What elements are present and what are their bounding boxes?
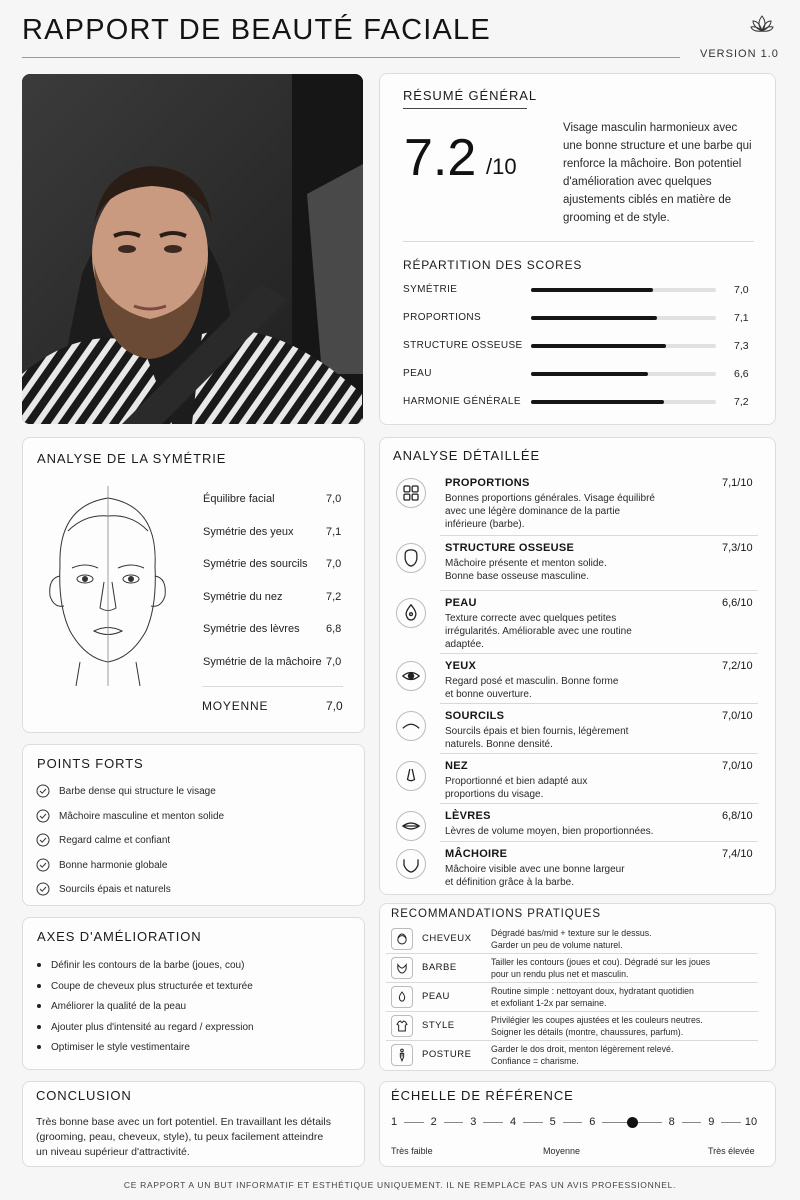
strength-item: Mâchoire masculine et menton solide <box>59 810 225 822</box>
recommendation-label: BARBE <box>422 962 457 973</box>
detail-item-text: irrégularités. Améliorable avec une routine <box>445 626 632 637</box>
score-bar-fill <box>531 372 648 376</box>
skin-icon <box>391 986 413 1008</box>
lips-icon <box>396 811 426 841</box>
recommendation-text: Confiance = charisme. <box>491 1056 579 1066</box>
detail-item-text: Bonnes proportions générales. Visage équilibré <box>445 493 655 504</box>
detail-item-text: adaptée. <box>445 639 484 650</box>
recommendation-text: Dégradé bas/mid + texture sur le dessus. <box>491 928 652 938</box>
symmetry-average-label: MOYENNE <box>202 699 269 713</box>
detail-item-title: YEUX <box>445 660 477 672</box>
score-value: 7,0 <box>734 284 749 296</box>
recommendation-text: Soigner les détails (montre, chaussures, parfum). <box>491 1027 684 1037</box>
recommendation-text: Garder un peu de volume naturel. <box>491 940 623 950</box>
check-icon <box>36 858 50 872</box>
detail-item-text: Mâchoire présente et menton solide. <box>445 558 607 569</box>
hair-icon <box>391 928 413 950</box>
detail-item-text: Mâchoire visible avec une bonne largeur <box>445 864 625 875</box>
improvement-item: Ajouter plus d'intensité au regard / expression <box>51 1021 254 1033</box>
score-bar-fill <box>531 288 653 292</box>
detail-item-title: SOURCILS <box>445 710 505 722</box>
scale-connector <box>719 1122 743 1123</box>
detail-item-score: 6,6/10 <box>722 597 753 609</box>
summary-title-underline <box>403 108 527 109</box>
improvement-item: Définir les contours de la barbe (joues, cou) <box>51 960 245 971</box>
skin-drop-icon <box>396 598 426 628</box>
detail-item-text: avec une légère dominance de la partie <box>445 506 621 517</box>
detail-divider <box>440 590 758 591</box>
symmetry-row-label: Symétrie du nez <box>203 590 283 603</box>
detail-item-title: LÈVRES <box>445 810 491 822</box>
shirt-icon <box>391 1015 413 1037</box>
scale-connector <box>561 1122 585 1123</box>
jaw-icon <box>396 849 426 879</box>
scale-number: 8 <box>662 1116 682 1128</box>
summary-divider <box>403 241 754 242</box>
check-icon <box>36 809 50 823</box>
symmetry-row-value: 7,0 <box>326 655 342 668</box>
nose-icon <box>396 761 426 791</box>
detail-divider <box>440 535 758 536</box>
improvement-item: Coupe de cheveux plus structurée et texturée <box>51 980 253 992</box>
recommendation-divider <box>386 1040 758 1041</box>
page-title: RAPPORT DE BEAUTÉ FACIALE <box>22 14 491 46</box>
scale-number: 4 <box>503 1116 523 1128</box>
breakdown-title: RÉPARTITION DES SCORES <box>403 258 583 272</box>
scale-number: 10 <box>741 1116 761 1128</box>
symmetry-row-value: 6,8 <box>326 623 342 635</box>
score-bar-fill <box>531 400 664 404</box>
score-value: 7,1 <box>734 312 749 324</box>
strengths-title: POINTS FORTS <box>37 756 144 771</box>
recommendation-text: Privilégier les coupes ajustées et les couleurs neutres. <box>491 1015 703 1025</box>
symmetry-row-label: Équilibre facial <box>203 493 275 505</box>
posture-icon <box>391 1044 413 1066</box>
overall-score-max: /10 <box>486 154 517 179</box>
recommendation-text: Tailler les contours (joues et cou). Dégradé sur les joues <box>491 957 711 967</box>
detail-item-title: MÂCHOIRE <box>445 848 508 860</box>
symmetry-row-value: 7,2 <box>326 590 342 603</box>
detail-divider <box>440 653 758 654</box>
scale-number: 1 <box>384 1116 404 1128</box>
scale-connector <box>402 1122 426 1123</box>
recommendation-text: et exfoliant 1-2x par semaine. <box>491 998 607 1008</box>
detail-item-text: proportions du visage. <box>445 789 544 800</box>
detail-item-title: PROPORTIONS <box>445 477 530 489</box>
score-value: 6,6 <box>734 368 749 380</box>
scale-high-label: Très élevée <box>708 1146 755 1156</box>
detail-item-text: Texture correcte avec quelques petites <box>445 613 617 624</box>
version-label: VERSION 1.0 <box>700 48 779 60</box>
conclusion-line-2: (grooming, peau, cheveux, style), tu peux facilement atteindre <box>36 1131 324 1143</box>
detail-item-text: Proportionné et bien adapté aux <box>445 776 588 787</box>
proportions-icon <box>396 478 426 508</box>
recommendation-divider <box>386 982 758 983</box>
summary-text: Visage masculin harmonieux avec une bonne structure et une barbe qui renforce la mâchoire. Bon potentiel d'amélioration avec quelques ajustements ciblés en matière de grooming et de style. <box>563 122 752 224</box>
detail-item-score: 7,4/10 <box>722 848 753 860</box>
recommendation-divider <box>386 1011 758 1012</box>
score-value: 7,3 <box>734 340 749 352</box>
symmetry-row-label: Symétrie des yeux <box>203 525 294 538</box>
recommendation-label: POSTURE <box>422 1049 472 1060</box>
symmetry-row-value: 7,0 <box>326 493 342 505</box>
recommendations-title: RECOMMANDATIONS PRATIQUES <box>391 908 601 920</box>
detail-item-text: et bonne ouverture. <box>445 689 532 700</box>
detail-item-score: 6,8/10 <box>722 810 753 822</box>
eye-icon <box>396 661 426 691</box>
check-icon <box>36 882 50 896</box>
detail-item-text: Sourcils épais et bien fournis, légèrement <box>445 726 629 737</box>
symmetry-divider <box>202 686 343 687</box>
jaw-structure-icon <box>396 543 426 573</box>
detail-item-text: Bonne base osseuse masculine. <box>445 571 589 582</box>
score-value: 7,2 <box>734 396 749 408</box>
recommendation-label: PEAU <box>422 991 450 1002</box>
conclusion-title: CONCLUSION <box>36 1088 132 1103</box>
detail-item-score: 7,3/10 <box>722 542 753 554</box>
recommendation-label: CHEVEUX <box>422 933 472 944</box>
score-label: STRUCTURE OSSEUSE <box>403 340 523 351</box>
scale-number: 5 <box>543 1116 563 1128</box>
detail-divider <box>440 703 758 704</box>
scale-connector <box>442 1122 466 1123</box>
conclusion-line-1: Très bonne base avec un fort potentiel. En travaillant les détails <box>36 1116 331 1128</box>
scale-marker <box>627 1117 638 1128</box>
strength-item: Regard calme et confiant <box>59 835 171 846</box>
strength-item: Bonne harmonie globale <box>59 859 168 871</box>
detail-divider <box>440 753 758 754</box>
score-label: PROPORTIONS <box>403 312 482 323</box>
symmetry-row-label: Symétrie des sourcils <box>203 558 308 570</box>
scale-number: 6 <box>582 1116 602 1128</box>
detail-divider <box>440 803 758 804</box>
overall-score: 7.2 <box>404 129 477 187</box>
symmetry-row-label: Symétrie des lèvres <box>203 623 300 635</box>
symmetry-row-value: 7,0 <box>326 558 342 570</box>
portrait-photo <box>22 74 363 424</box>
beard-icon <box>391 957 413 979</box>
recommendation-text: pour un rendu plus net et masculin. <box>491 969 629 979</box>
scale-connector <box>521 1122 545 1123</box>
strength-item: Sourcils épais et naturels <box>59 884 171 895</box>
detail-item-title: PEAU <box>445 597 477 609</box>
scale-connector <box>680 1122 704 1123</box>
detail-item-score: 7,1/10 <box>722 477 753 489</box>
score-label: SYMÉTRIE <box>403 284 458 295</box>
scale-mid-label: Moyenne <box>543 1146 581 1156</box>
symmetry-title: ANALYSE DE LA SYMÉTRIE <box>37 451 227 466</box>
strength-item: Barbe dense qui structure le visage <box>59 786 216 797</box>
detailed-title: ANALYSE DÉTAILLÉE <box>393 448 541 463</box>
detail-item-text: naturels. Bonne densité. <box>445 739 553 750</box>
score-bar-fill <box>531 344 666 348</box>
summary-title: RÉSUMÉ GÉNÉRAL <box>403 88 537 103</box>
face-outline-illustration <box>40 486 175 686</box>
header-divider <box>22 57 680 58</box>
scale-title: ÉCHELLE DE RÉFÉRENCE <box>391 1088 574 1103</box>
recommendation-divider <box>386 953 758 954</box>
recommendation-text: Routine simple : nettoyant doux, hydratant quotidien <box>491 986 694 996</box>
detail-item-title: NEZ <box>445 760 468 772</box>
scale-number: 9 <box>701 1116 721 1128</box>
improvements-title: AXES D'AMÉLIORATION <box>37 929 202 944</box>
detail-item-score: 7,0/10 <box>722 760 753 772</box>
symmetry-row-label: Symétrie de la mâchoire <box>203 655 322 668</box>
check-icon <box>36 833 50 847</box>
scale-connector <box>481 1122 505 1123</box>
footer-disclaimer: CE RAPPORT A UN BUT INFORMATIF ET ESTHÉTIQUE UNIQUEMENT. IL NE REMPLACE PAS UN AVIS PROFESSIONNEL. <box>123 1180 677 1190</box>
scale-number: 2 <box>424 1116 444 1128</box>
detail-item-text: Lèvres de volume moyen, bien proportionnées. <box>445 826 654 837</box>
score-label: PEAU <box>403 368 432 379</box>
recommendation-label: STYLE <box>422 1020 455 1031</box>
symmetry-average-value: 7,0 <box>326 699 343 713</box>
check-icon <box>36 784 50 798</box>
scale-number: 3 <box>463 1116 483 1128</box>
improvement-item: Améliorer la qualité de la peau <box>51 1001 187 1013</box>
conclusion-line-3: un niveau supérieur d'attractivité. <box>36 1146 190 1158</box>
bullet-dot <box>37 963 41 967</box>
improvement-item: Optimiser le style vestimentaire <box>51 1042 190 1054</box>
eyebrow-icon <box>396 711 426 741</box>
symmetry-row-value: 7,1 <box>326 525 342 538</box>
recommendation-text: Garder le dos droit, menton légèrement relevé. <box>491 1044 674 1054</box>
score-label: HARMONIE GÉNÉRALE <box>403 396 521 407</box>
detail-item-text: Regard posé et masculin. Bonne forme <box>445 676 619 687</box>
bullet-dot <box>37 1025 41 1029</box>
score-bar-fill <box>531 316 657 320</box>
detail-item-score: 7,2/10 <box>722 660 753 672</box>
detail-divider <box>440 841 758 842</box>
scale-low-label: Très faible <box>391 1146 433 1156</box>
detail-item-text: inférieure (barbe). <box>445 519 525 530</box>
lotus-icon <box>748 12 776 40</box>
detail-item-title: STRUCTURE OSSEUSE <box>445 542 575 554</box>
detail-item-text: et définition grâce à la barbe. <box>445 877 574 888</box>
detail-item-score: 7,0/10 <box>722 710 753 722</box>
bullet-dot <box>37 984 41 988</box>
